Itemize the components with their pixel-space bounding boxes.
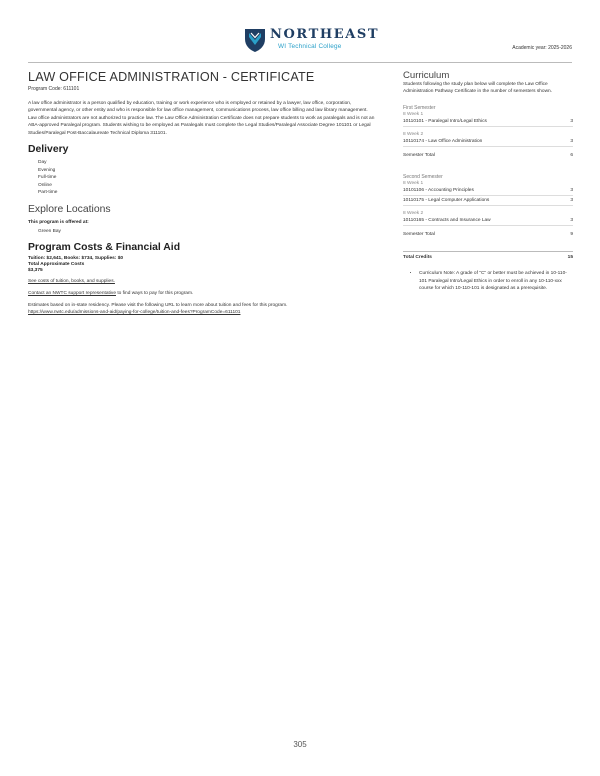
semester-total-label: Semester Total [403,153,435,159]
page-header [0,0,600,62]
week-label: 8 Week 2 [403,132,424,138]
semester-total-row [403,230,573,239]
week-label: 8 Week 1 [403,112,424,118]
program-description: A law office administrator is a person qualified by education, training or work experience who is employed or retained by a lawyer, law office, corporation, governmental agency, or other entity and who is responsible for law office management, communications process, law office billing and law library management. Law office administrators are not authorized to practice law. The Law Office Administration Certificate does not prepare students to work as paralegals and is not an ABA-approved Paralegal program. Students wishing to be employed as Paralegals must complete the Legal Studies/Paralegal Associate Degree 101101 or Legal Studies/Paralegal Post-Baccalaureate Technical Diploma 311101. [28,101,375,136]
delivery-item: Evening [38,167,56,173]
semester-total-row [403,151,573,160]
location-item: Green Bay [38,229,61,234]
course-name: 10110174 - Law Office Administration [403,139,483,145]
course-row [403,117,573,127]
academic-year: Academic year: 2025-2026 [512,45,572,51]
program-column [28,70,376,316]
contact-line [28,290,376,297]
program-code: Program Code: 611101 [28,86,80,92]
contact-text: to find ways to pay for this program. [115,291,194,296]
curriculum-intro: Students following the study plan below will complete the Law Office Administration Pathway Certificate in the number of semesters shown. [403,82,553,94]
delivery-item: Day [38,160,47,166]
course-row [403,196,573,206]
contact-support-link[interactable]: Contact an NWTC support representative [28,291,116,296]
curriculum-column [403,70,573,292]
shield-logo-icon [243,27,267,53]
course-row [403,137,573,147]
semester-total-value: 9 [570,232,573,238]
program-title: LAW OFFICE ADMINISTRATION - CERTIFICATE [28,70,315,84]
total-credits-value: 15 [567,255,573,261]
course-name: 10110165 - Contracts and Insurance Law [403,218,491,224]
header-divider [28,62,572,63]
delivery-list [28,159,376,197]
total-cost-label: Total Approximate Costs [28,262,85,267]
course-credits: 3 [570,218,573,224]
total-cost-value: $3,375 [28,268,43,273]
locations-heading: Explore Locations [28,204,111,215]
costs-heading: Program Costs & Financial Aid [28,242,181,253]
course-credits: 3 [570,198,573,204]
delivery-item: Full-time [38,175,57,181]
delivery-item: Part-time [38,190,58,196]
logo-subtitle: WI Technical College [278,43,342,50]
college-logo[interactable] [243,27,380,53]
estimate-note: Estimates based on in-state residency. Please visit the following URL to learn more about tuition and fees for this program. [28,303,288,308]
course-credits: 3 [570,119,573,125]
course-row [403,186,573,196]
logo-name: NORTHEAST [270,27,380,42]
course-credits: 3 [570,188,573,194]
curriculum-note: • Curriculum Note: A grade of "C" or better must be achieved in 10-110-101 Paralegal Intro/Legal Ethics in order to enroll in any 10-110-xxx course for which 10-110-101 is designated as a prerequisite. [419,270,573,292]
semester-total-value: 6 [570,153,573,159]
curriculum-note-list [403,270,573,292]
page-number: 305 [293,740,307,749]
week-label: 8 Week 2 [403,211,424,217]
total-credits-label: Total Credits [403,255,432,261]
semester-label: First Semester [403,105,436,112]
total-credits-row [403,251,573,262]
course-row [403,216,573,226]
tuition-line: Tuition: $2,641, Books: $734, Supplies: $0 [28,256,124,261]
curriculum-heading: Curriculum [403,70,450,81]
course-credits: 3 [570,139,573,145]
tuition-url-link[interactable]: https://www.nwtc.edu/admissions-and-aid/paying-for-college/tuition-and-fees?ProgramCode=611101 [28,310,241,315]
course-name: 10110101 - Paralegal Intro/Legal Ethics [403,119,487,125]
semester-total-label: Semester Total [403,232,435,238]
course-name: 10110175 - Legal Computer Applications [403,198,490,204]
delivery-item: Online [38,182,52,188]
offered-at-label: This program is offered at: [28,220,89,225]
week-label: 8 Week 1 [403,181,424,187]
course-name: 10101106 - Accounting Principles [403,188,474,194]
delivery-heading: Delivery [28,144,69,156]
semester-label: Second Semester [403,174,443,181]
see-costs-link[interactable]: See costs of tuition, books, and supplies. [28,279,115,284]
